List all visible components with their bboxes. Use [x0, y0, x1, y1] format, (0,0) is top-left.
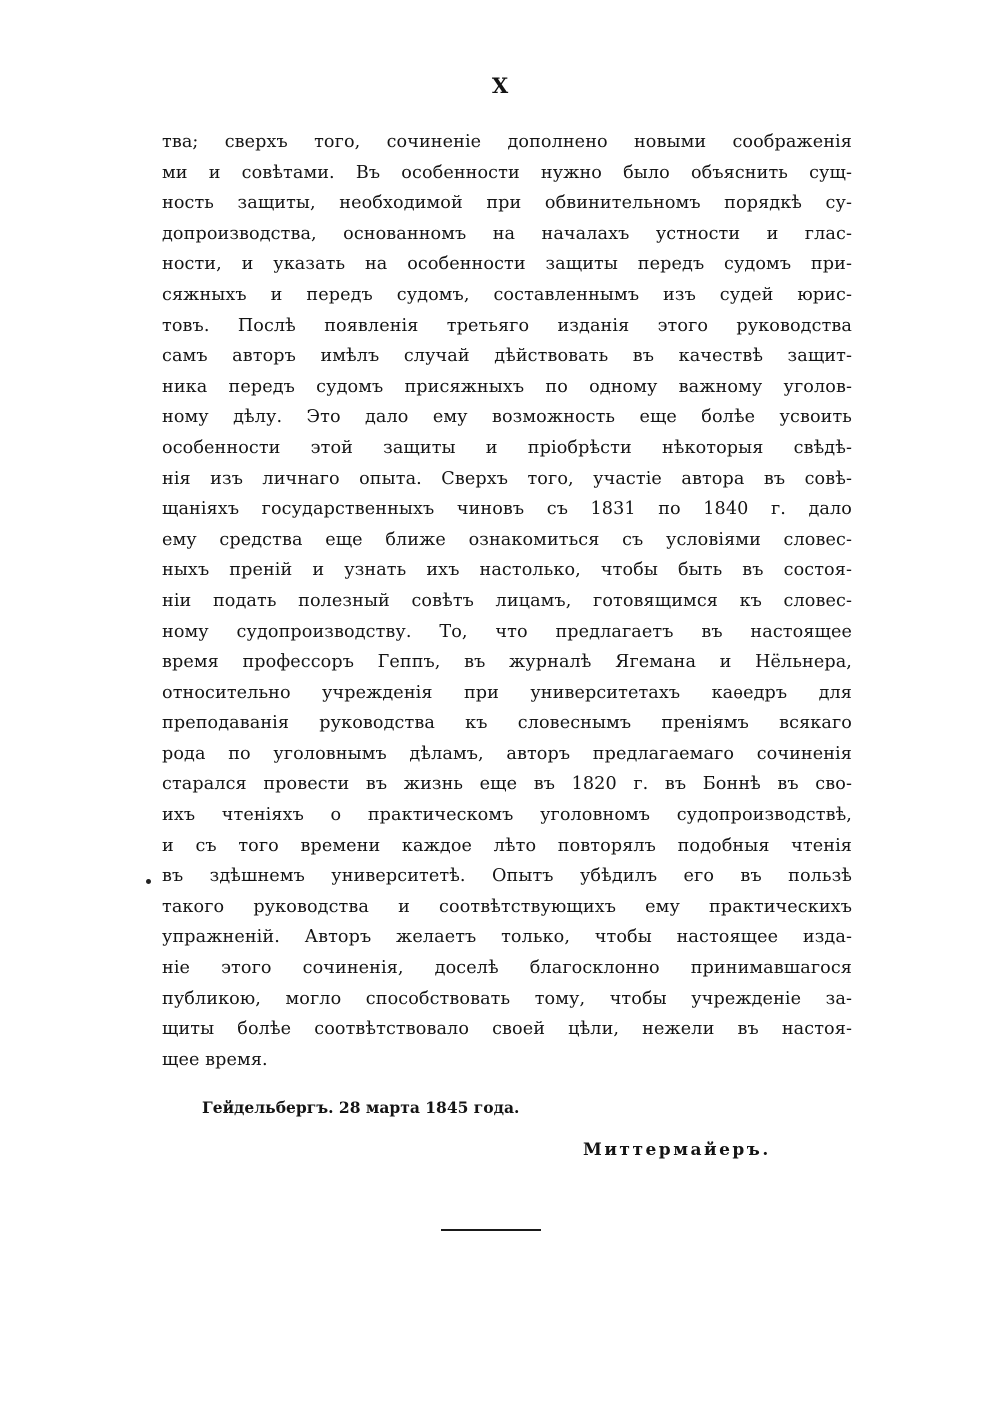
- text-line: самъ авторъ имѣлъ случай дѣйствовать въ качествѣ защит-: [162, 346, 852, 367]
- text-line: и съ того времени каждое лѣто повторялъ подобныя чтенія: [162, 835, 852, 856]
- text-line: щиты болѣе соотвѣтствовало своей цѣли, нежели въ настоя-: [162, 1019, 852, 1040]
- text-line: ность защиты, необходимой при обвинительномъ порядкѣ су-: [162, 193, 852, 214]
- text-line: старался провести въ жизнь еще въ 1820 г. въ Боннѣ въ сво-: [162, 774, 852, 795]
- body-text: [162, 127, 852, 1075]
- text-line: ному судопроизводству. То, что предлагаетъ въ настоящее: [162, 621, 852, 642]
- text-line: рода по уголовнымъ дѣламъ, авторъ предлагаемаго сочиненія: [162, 743, 852, 764]
- text-line: время профессоръ Геппъ, въ журналѣ Ягемана и Нёльнера,: [162, 652, 852, 673]
- text-line: ныхъ преній и узнать ихъ настолько, чтобы быть въ состоя-: [162, 560, 852, 581]
- closing-divider: [441, 1229, 541, 1231]
- text-line: упражненій. Авторъ желаетъ только, чтобы настоящее изда-: [162, 927, 852, 948]
- page-number: X: [491, 73, 509, 98]
- text-line: щее время.: [162, 1049, 268, 1070]
- text-line: товъ. Послѣ появленія третьяго изданія этого руководства: [162, 315, 852, 336]
- ink-speck: [146, 879, 151, 884]
- text-line: ему средства еще ближе ознакомиться съ условіями словес-: [162, 529, 852, 550]
- text-line: особенности этой защиты и пріобрѣсти нѣкоторыя свѣдѣ-: [162, 437, 852, 458]
- text-line: нія изъ личнаго опыта. Сверхъ того, участіе автора въ совѣ-: [162, 468, 852, 489]
- text-line: щаніяхъ государственныхъ чиновъ съ 1831 по 1840 г. дало: [162, 499, 852, 520]
- text-line: допроизводства, основанномъ на началахъ устности и глас-: [162, 223, 852, 244]
- text-line: ми и совѣтами. Въ особенности нужно было объяснить сущ-: [162, 162, 852, 183]
- place-date: Гейдельбергъ. 28 марта 1845 года.: [202, 1098, 520, 1117]
- text-line: тва; сверхъ того, сочиненіе дополнено новыми соображенія: [162, 132, 852, 152]
- text-line: относительно учрежденія при университетахъ каѳедръ для: [162, 682, 852, 703]
- text-line: сяжныхъ и передъ судомъ, составленнымъ изъ судей юрис-: [162, 284, 852, 305]
- text-line: ніи подать полезный совѣтъ лицамъ, готовящимся къ словес-: [162, 590, 852, 611]
- text-line: ному дѣлу. Это дало ему возможность еще болѣе усвоить: [162, 407, 852, 428]
- text-line: публикою, могло способствовать тому, чтобы учрежденіе за-: [162, 988, 852, 1009]
- author-signature: Миттермайеръ.: [583, 1140, 771, 1160]
- text-line: въ здѣшнемъ университетѣ. Опытъ убѣдилъ его въ пользѣ: [162, 866, 852, 887]
- text-line: преподаванія руководства къ словеснымъ преніямъ всякаго: [162, 713, 852, 734]
- text-line: ніе этого сочиненія, доселѣ благосклонно принимавшагося: [162, 958, 852, 979]
- text-line: такого руководства и соотвѣтствующихъ ему практическихъ: [162, 896, 852, 917]
- text-line: ихъ чтеніяхъ о практическомъ уголовномъ судопроизводствѣ,: [162, 805, 852, 826]
- text-line: ника передъ судомъ присяжныхъ по одному важному уголов-: [162, 376, 852, 397]
- text-line: ности, и указать на особенности защиты передъ судомъ при-: [162, 254, 852, 275]
